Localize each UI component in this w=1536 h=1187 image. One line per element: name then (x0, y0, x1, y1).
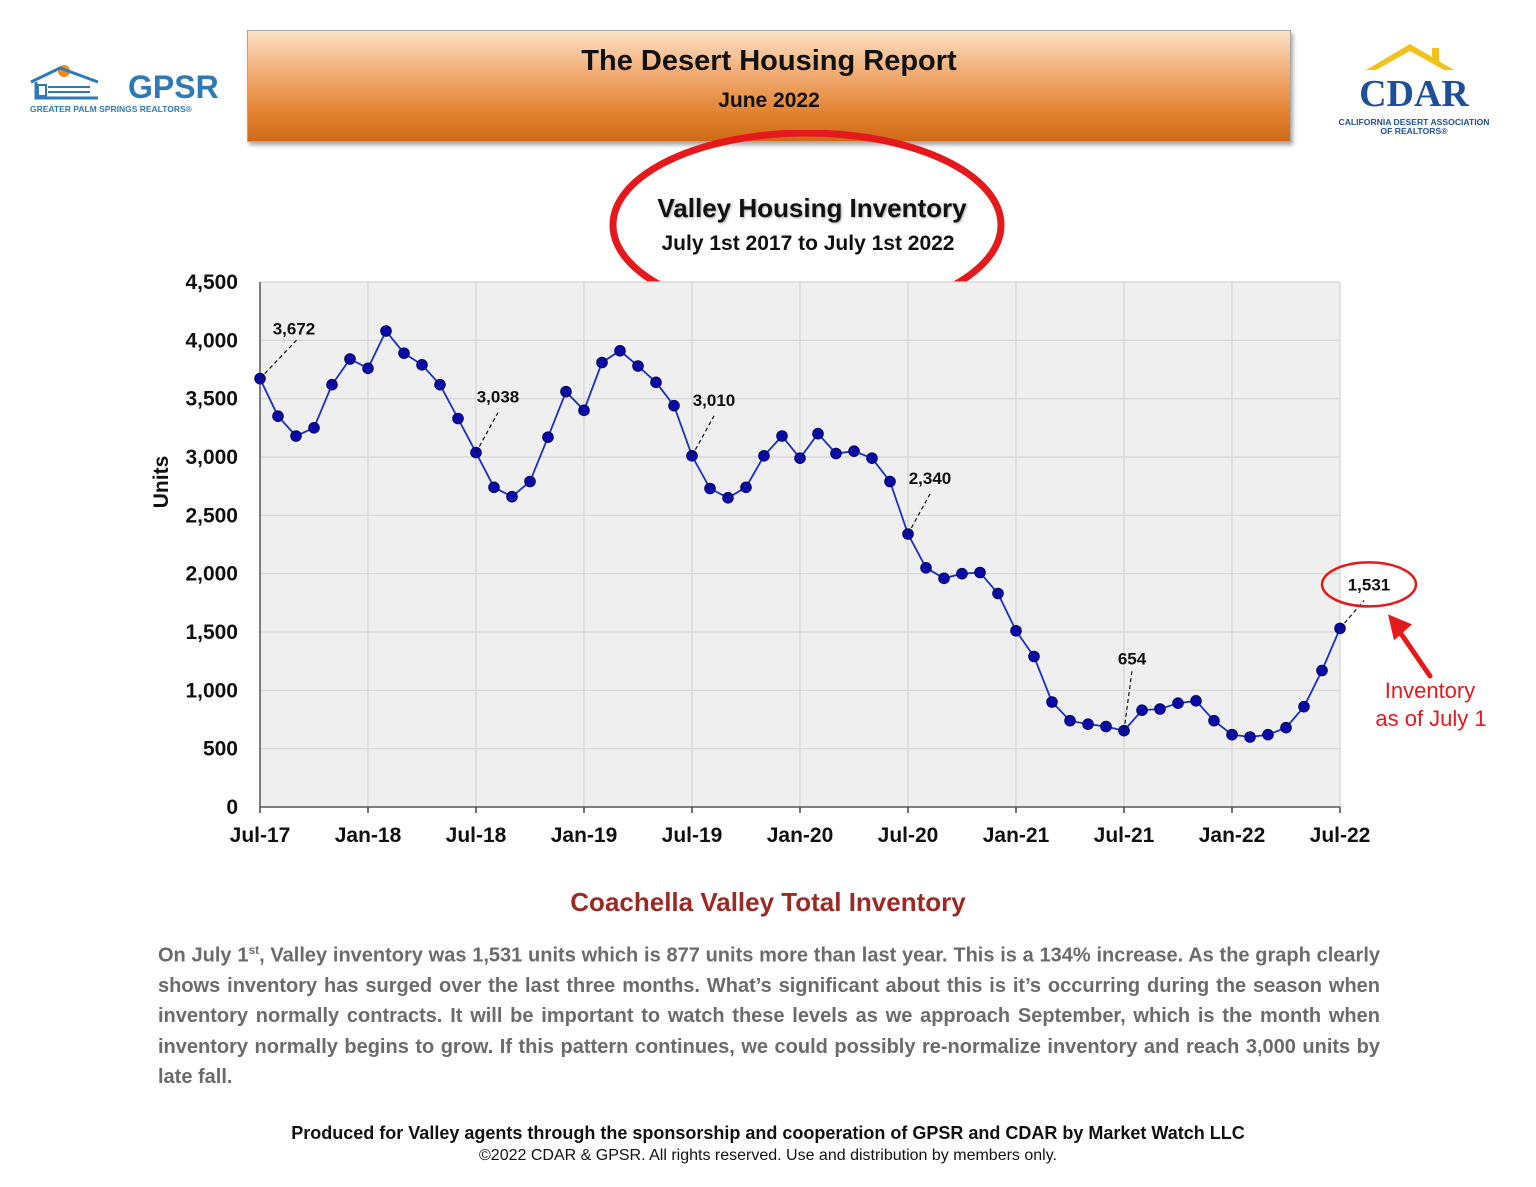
data-point (507, 491, 518, 502)
data-point (1173, 698, 1184, 709)
x-tick-label: Jan-18 (334, 824, 402, 847)
data-point (1209, 715, 1220, 726)
data-point (489, 482, 500, 493)
annotation-line-2: as of July 1 (1375, 706, 1487, 731)
data-point (651, 377, 662, 388)
data-point (345, 354, 356, 365)
y-tick-label: 1,000 (185, 679, 238, 703)
data-label: 2,340 (908, 469, 952, 488)
data-point (327, 379, 338, 390)
chart-title: Valley Housing Inventory (657, 193, 967, 223)
y-tick-label: 2,000 (185, 562, 238, 586)
cdar-logo-tagline-2: OF REALTORS® (1380, 126, 1448, 136)
data-point (1047, 697, 1058, 708)
x-tick-label: Jan-20 (766, 824, 834, 847)
x-tick-label: Jul-21 (1093, 824, 1155, 847)
data-point (687, 451, 698, 462)
data-point (1299, 701, 1310, 712)
x-tick-label: Jul-19 (661, 824, 723, 847)
data-point (1065, 715, 1076, 726)
footer-copyright: ©2022 CDAR & GPSR. All rights reserved. Use and distribution by members only. (479, 1147, 1057, 1164)
data-point (309, 423, 320, 434)
data-point (525, 476, 536, 487)
y-tick-labels (185, 271, 238, 819)
data-point (255, 373, 266, 384)
data-point (795, 453, 806, 464)
chart-subtitle: July 1st 2017 to July 1st 2022 (661, 232, 955, 255)
body-lead: On July 1 (158, 944, 249, 967)
data-point (633, 361, 644, 372)
data-point (777, 431, 788, 442)
data-point (1137, 705, 1148, 716)
y-axis-label: Units (150, 455, 173, 509)
gpsr-logo-text: GPSR (128, 69, 218, 105)
y-tick-label: 3,000 (185, 446, 238, 469)
data-point (1083, 719, 1094, 730)
roof-icon (1366, 44, 1454, 70)
gpsr-logo-tagline: GREATER PALM SPRINGS REALTORS® (30, 104, 192, 114)
data-point (705, 483, 716, 494)
data-point (417, 360, 428, 371)
report-title: The Desert Housing Report (581, 45, 957, 77)
data-point (363, 363, 374, 374)
annotation-line-1: Inventory (1384, 678, 1476, 703)
cdar-logo-tagline-1: CALIFORNIA DESERT ASSOCIATION (1338, 117, 1490, 127)
y-tick-label: 500 (202, 737, 238, 761)
data-point (669, 400, 680, 411)
data-point (957, 568, 968, 579)
data-label: 654 (1117, 649, 1147, 669)
y-tick-label: 3,500 (185, 387, 238, 411)
data-point (291, 431, 302, 442)
data-point (1191, 696, 1202, 707)
data-label: 1,531 (1347, 575, 1391, 595)
data-point (1317, 665, 1328, 676)
data-point (435, 379, 446, 390)
data-point (579, 405, 590, 416)
data-point (381, 326, 392, 337)
data-point (1263, 729, 1274, 740)
data-point (471, 447, 482, 458)
cdar-logo (1322, 38, 1507, 138)
data-point (939, 573, 950, 584)
data-point (849, 446, 860, 457)
gpsr-logo (28, 60, 218, 120)
data-point (561, 386, 572, 397)
data-point (741, 482, 752, 493)
y-tick-label: 0 (226, 796, 238, 819)
section-title: Coachella Valley Total Inventory (570, 887, 966, 917)
y-tick-label: 1,500 (185, 621, 238, 644)
x-tick-label: Jan-21 (982, 824, 1050, 847)
data-point (1101, 721, 1112, 732)
data-label: 3,038 (476, 387, 520, 407)
y-tick-label: 2,500 (185, 504, 238, 528)
body-lead-sup: st (248, 943, 260, 957)
body-text: , Valley inventory was 1,531 units which is 877 units more than last year. This is a 134% increase. As the graph clearly shows inventory has surged over the last three months. What’s significant about this is it’s occurring during the season when inventory normally contracts. It will be important to watch these levels as we approach September, which is the month when inventory normally begins to grow. If this pattern continues, we could possibly re-normalize inventory and reach 3,000 units by late fall. (158, 944, 1380, 1089)
annotation (1375, 614, 1486, 731)
report-date: June 2022 (718, 89, 820, 112)
data-point (1155, 704, 1166, 715)
data-point (1011, 626, 1022, 637)
data-point (921, 563, 932, 574)
data-point (723, 493, 734, 504)
data-point (975, 567, 986, 578)
cdar-logo-text: CDAR (1359, 73, 1469, 115)
data-point (1029, 651, 1040, 662)
x-tick-label: Jul-18 (445, 824, 507, 847)
x-tick-label: Jul-17 (229, 824, 291, 847)
x-tick-label: Jul-20 (877, 824, 939, 847)
inventory-chart (0, 130, 1536, 870)
y-tick-label: 4,500 (185, 271, 238, 294)
house-icon (31, 65, 98, 98)
data-point (813, 428, 824, 439)
x-tick-label: Jan-19 (550, 824, 618, 847)
data-point (993, 588, 1004, 599)
x-tick-label: Jul-22 (1309, 824, 1371, 847)
data-point (273, 411, 284, 422)
x-tick-label: Jan-22 (1198, 824, 1266, 847)
x-tick-labels (230, 824, 1371, 847)
data-point (867, 453, 878, 464)
data-point (453, 413, 464, 424)
data-point (885, 476, 896, 487)
footer-credits: Produced for Valley agents through the sponsorship and cooperation of GPSR and CDAR by Market Watch LLC (291, 1123, 1245, 1143)
report-banner (247, 30, 1291, 142)
body-paragraph (158, 935, 1380, 1093)
data-point (543, 432, 554, 443)
data-point (399, 348, 410, 359)
data-point (1281, 722, 1292, 733)
data-point (831, 448, 842, 459)
data-point (597, 357, 608, 368)
data-point (615, 346, 626, 357)
data-label: 3,010 (692, 390, 736, 410)
data-point (1227, 729, 1238, 740)
data-label: 3,672 (272, 319, 316, 339)
data-point (759, 451, 770, 462)
y-tick-label: 4,000 (185, 329, 238, 353)
data-point (1245, 732, 1256, 743)
